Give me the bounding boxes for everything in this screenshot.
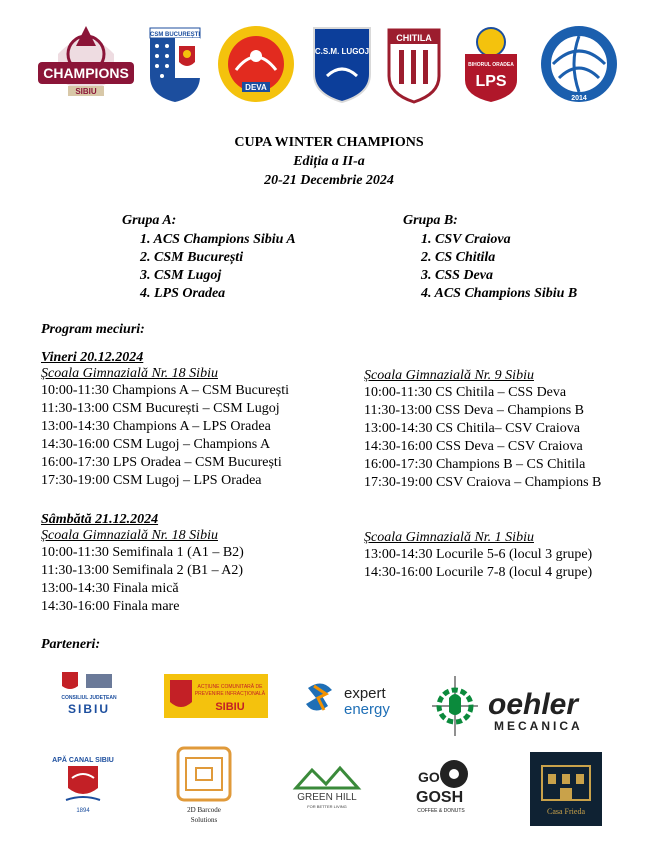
group-b-team: 1. CSV Craiova <box>421 232 511 247</box>
green-hill-line2: FOR BETTER LIVING <box>307 804 347 809</box>
match-row: 11:30-13:00 CSS Deva – Champions B <box>364 403 584 418</box>
csm-bucuresti-logo <box>146 22 204 106</box>
apa-canal-line1: APĂ CANAL SIBIU <box>52 757 114 764</box>
champions-sibiu-logo <box>36 22 136 106</box>
chitila-logo <box>384 22 444 106</box>
apa-canal-logo <box>48 752 118 814</box>
cetate-deva-logo <box>214 22 298 106</box>
match-row: 17:30-19:00 CSM Lugoj – LPS Oradea <box>41 473 262 488</box>
match-row: 14:30-16:00 CSS Deva – CSV Craiova <box>364 439 583 454</box>
scoala-craioveana-year: 2014 <box>571 95 587 102</box>
tournament-dates: 20-21 Decembrie 2024 <box>264 173 394 188</box>
expert-energy-logo <box>300 676 400 722</box>
oehler-line2: MECANICA <box>494 719 583 733</box>
saturday-left-school: Școala Gimnazială Nr. 18 Sibiu <box>41 528 218 543</box>
lps-oradea-text: LPS <box>475 73 507 90</box>
saturday-right-school: Școala Gimnazială Nr. 1 Sibiu <box>364 530 534 545</box>
actiune-line3: SIBIU <box>215 701 245 713</box>
friday-title: Vineri 20.12.2024 <box>41 350 144 365</box>
group-b <box>403 212 577 303</box>
friday-left-school: Școala Gimnazială Nr. 18 Sibiu <box>41 366 218 381</box>
group-a-team: 4. LPS Oradea <box>140 286 226 301</box>
match-row: 16:00-17:30 Champions B – CS Chitila <box>364 457 586 472</box>
champions-logo-sub: SIBIU <box>75 87 97 96</box>
program-label: Program meciuri: <box>41 322 145 337</box>
group-b-title: Grupa B: <box>403 213 458 228</box>
group-b-team: 4. ACS Champions Sibiu B <box>421 286 578 301</box>
oehler-line1: oehler <box>488 688 579 721</box>
consiliul-line1: CONSILIUL JUDEȚEAN <box>61 695 117 701</box>
chitila-text: CHITILA <box>396 33 432 43</box>
match-row: 13:00-14:30 Champions A – LPS Oradea <box>41 419 271 434</box>
match-row: 16:00-17:30 LPS Oradea – CSM București <box>41 455 282 470</box>
partners-label: Parteneri: <box>41 637 101 652</box>
group-a-title: Grupa A: <box>122 213 177 228</box>
match-row: 17:30-19:00 CSV Craiova – Champions B <box>364 475 602 490</box>
group-a-team: 1. ACS Champions Sibiu A <box>140 232 296 247</box>
consiliul-line2: SIBIU <box>67 702 111 716</box>
barcode-line2: Solutions <box>190 816 218 824</box>
group-a-team: 2. CSM București <box>140 250 244 265</box>
club-logos-row <box>36 22 626 106</box>
group-a-team: 3. CSM Lugoj <box>140 268 222 283</box>
saturday-title: Sâmbătă 21.12.2024 <box>41 512 159 527</box>
actiune-line2: PREVENIRE INFRACȚIONALĂ <box>194 691 266 697</box>
lps-oradea-sub: BIHORUL ORADEA <box>468 62 514 68</box>
tournament-edition: Ediția a II-a <box>293 154 365 169</box>
match-row: 13:00-14:30 Locurile 5-6 (locul 3 grupe) <box>364 547 593 562</box>
expert-line1: expert <box>344 685 386 702</box>
group-b-team: 2. CS Chitila <box>421 250 496 265</box>
gogosh-line3: COFFEE & DONUTS <box>417 808 465 814</box>
friday-right-column <box>364 368 601 492</box>
actiune-comunitara-logo <box>164 672 268 720</box>
match-row: 14:30-16:00 Locurile 7-8 (locul 4 grupe) <box>364 565 593 580</box>
consiliul-judetean-logo <box>58 670 120 720</box>
match-row: 11:30-13:00 Semifinala 2 (B1 – A2) <box>41 563 244 578</box>
csm-bucuresti-text: CSM BUCUREȘTI <box>149 32 201 38</box>
green-hill-logo <box>290 760 364 810</box>
green-hill-line1: GREEN HILL <box>297 792 357 803</box>
lps-oradea-logo <box>458 22 524 106</box>
saturday-right-column <box>364 530 592 582</box>
match-row: 14:30-16:00 Finala mare <box>41 599 180 614</box>
gogosh-line2: GOSH <box>416 789 464 806</box>
group-a <box>122 212 296 303</box>
gogosh-logo <box>410 756 472 816</box>
deva-logo-text: DEVA <box>245 83 267 92</box>
friday-left-column <box>41 350 289 490</box>
match-row: 11:30-13:00 CSM București – CSM Lugoj <box>41 401 280 416</box>
match-row: 10:00-11:30 Champions A – CSM București <box>41 383 289 398</box>
tournament-title: CUPA WINTER CHAMPIONS <box>234 135 424 150</box>
oehler-mecanica-logo <box>432 676 612 740</box>
casa-frieda-logo <box>530 752 602 826</box>
friday-right-school: Școala Gimnazială Nr. 9 Sibiu <box>364 368 534 383</box>
barcode-solutions-logo <box>172 744 236 826</box>
csm-lugoj-logo <box>310 22 374 106</box>
scoala-craioveana-logo <box>538 22 620 106</box>
apa-canal-year: 1894 <box>76 808 90 814</box>
csm-lugoj-text: C.S.M. LUGOJ <box>314 47 370 56</box>
match-row: 13:00-14:30 Finala mică <box>41 581 179 596</box>
tournament-header <box>0 133 658 190</box>
group-b-team: 3. CSS Deva <box>421 268 493 283</box>
expert-line2: energy <box>344 701 390 718</box>
match-row: 14:30-16:00 CSM Lugoj – Champions A <box>41 437 271 452</box>
match-row: 10:00-11:30 CS Chitila – CSS Deva <box>364 385 567 400</box>
saturday-left-column <box>41 512 244 616</box>
casa-frieda-line1: Casa Frieda <box>547 807 585 816</box>
champions-logo-text: CHAMPIONS <box>43 65 129 81</box>
gogosh-line1: GO <box>418 769 440 785</box>
barcode-line1: 2D Barcode <box>187 806 221 814</box>
actiune-line1: ACȚIUNE COMUNITARĂ DE <box>197 684 263 690</box>
match-row: 10:00-11:30 Semifinala 1 (A1 – B2) <box>41 545 244 560</box>
match-row: 13:00-14:30 CS Chitila– CSV Craiova <box>364 421 580 436</box>
